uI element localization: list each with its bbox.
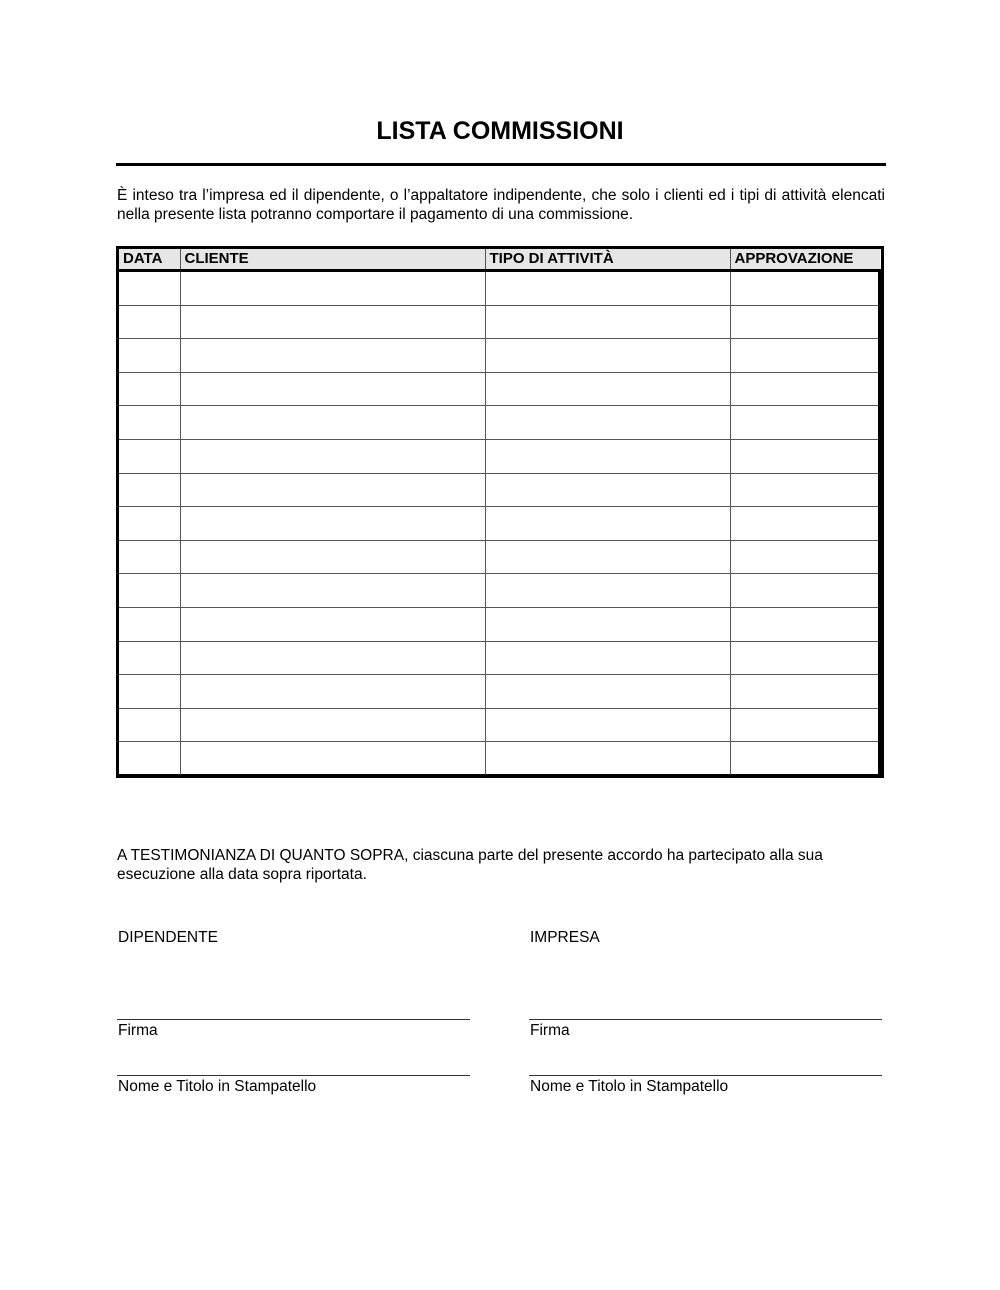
- cell-tipo-attivita[interactable]: [485, 675, 730, 709]
- cell-cliente[interactable]: [180, 507, 485, 541]
- cell-approvazione[interactable]: [730, 574, 880, 608]
- cell-cliente[interactable]: [180, 742, 485, 775]
- cell-data[interactable]: [119, 540, 180, 574]
- impresa-signature-caption: Firma: [530, 1022, 570, 1039]
- cell-data[interactable]: [119, 607, 180, 641]
- cell-tipo-attivita[interactable]: [485, 540, 730, 574]
- impresa-name-caption: Nome e Titolo in Stampatello: [530, 1078, 729, 1095]
- cell-cliente[interactable]: [180, 574, 485, 608]
- table-row: [119, 473, 880, 507]
- cell-approvazione[interactable]: [730, 406, 880, 440]
- cell-approvazione[interactable]: [730, 607, 880, 641]
- header-tipo-attivita: TIPO DI ATTIVITÀ: [485, 249, 730, 271]
- table-row: [119, 708, 880, 742]
- cell-tipo-attivita[interactable]: [485, 607, 730, 641]
- table-row: [119, 406, 880, 440]
- cell-cliente[interactable]: [180, 439, 485, 473]
- impresa-name-line[interactable]: [529, 1075, 882, 1077]
- header-data: DATA: [119, 249, 180, 271]
- cell-approvazione[interactable]: [730, 271, 880, 306]
- cell-tipo-attivita[interactable]: [485, 507, 730, 541]
- cell-cliente[interactable]: [180, 708, 485, 742]
- table-body: [119, 271, 880, 775]
- cell-data[interactable]: [119, 439, 180, 473]
- header-approvazione: APPROVAZIONE: [730, 249, 880, 271]
- table-row: [119, 372, 880, 406]
- dipendente-name-caption: Nome e Titolo in Stampatello: [118, 1078, 317, 1095]
- cell-approvazione[interactable]: [730, 305, 880, 339]
- cell-data[interactable]: [119, 473, 180, 507]
- cell-approvazione[interactable]: [730, 339, 880, 373]
- cell-tipo-attivita[interactable]: [485, 742, 730, 775]
- cell-tipo-attivita[interactable]: [485, 574, 730, 608]
- dipendente-signature-caption: Firma: [118, 1022, 158, 1039]
- cell-tipo-attivita[interactable]: [485, 271, 730, 306]
- party-label-impresa: IMPRESA: [530, 929, 600, 946]
- cell-tipo-attivita[interactable]: [485, 372, 730, 406]
- title-divider: [116, 163, 886, 166]
- cell-approvazione[interactable]: [730, 675, 880, 709]
- table-row: [119, 540, 880, 574]
- intro-paragraph: È inteso tra l’impresa ed il dipendente, o l’appaltatore indipendente, che solo i clienti ed i tipi di attività elencati nella presente lista potranno comportare il pagamento di una commissione.: [117, 187, 885, 223]
- document-title: LISTA COMMISSIONI: [376, 117, 624, 145]
- cell-cliente[interactable]: [180, 675, 485, 709]
- cell-cliente[interactable]: [180, 339, 485, 373]
- cell-approvazione[interactable]: [730, 507, 880, 541]
- cell-tipo-attivita[interactable]: [485, 439, 730, 473]
- table-row: [119, 574, 880, 608]
- cell-approvazione[interactable]: [730, 473, 880, 507]
- cell-approvazione[interactable]: [730, 708, 880, 742]
- cell-tipo-attivita[interactable]: [485, 708, 730, 742]
- cell-cliente[interactable]: [180, 271, 485, 306]
- table-row: [119, 641, 880, 675]
- table-row: [119, 305, 880, 339]
- cell-data[interactable]: [119, 372, 180, 406]
- impresa-signature-line[interactable]: [529, 1019, 882, 1021]
- cell-tipo-attivita[interactable]: [485, 473, 730, 507]
- cell-cliente[interactable]: [180, 473, 485, 507]
- cell-data[interactable]: [119, 742, 180, 775]
- cell-approvazione[interactable]: [730, 540, 880, 574]
- table-header-row: [119, 249, 880, 271]
- testimony-paragraph: A TESTIMONIANZA DI QUANTO SOPRA, ciascuna parte del presente accordo ha partecipato alla sua esecuzione alla data sopra riportata.: [117, 847, 823, 883]
- cell-data[interactable]: [119, 507, 180, 541]
- cell-tipo-attivita[interactable]: [485, 406, 730, 440]
- cell-approvazione[interactable]: [730, 641, 880, 675]
- commissions-table-frame: [116, 246, 884, 778]
- cell-data[interactable]: [119, 708, 180, 742]
- cell-data[interactable]: [119, 574, 180, 608]
- cell-data[interactable]: [119, 641, 180, 675]
- cell-cliente[interactable]: [180, 406, 485, 440]
- commissions-table: [119, 249, 881, 775]
- cell-tipo-attivita[interactable]: [485, 339, 730, 373]
- cell-cliente[interactable]: [180, 305, 485, 339]
- cell-data[interactable]: [119, 271, 180, 306]
- table-row: [119, 742, 880, 775]
- table-row: [119, 439, 880, 473]
- dipendente-name-line[interactable]: [117, 1075, 470, 1077]
- party-label-dipendente: DIPENDENTE: [118, 929, 218, 946]
- cell-data[interactable]: [119, 675, 180, 709]
- table-row: [119, 607, 880, 641]
- cell-data[interactable]: [119, 339, 180, 373]
- table-row: [119, 339, 880, 373]
- cell-data[interactable]: [119, 406, 180, 440]
- cell-tipo-attivita[interactable]: [485, 641, 730, 675]
- cell-approvazione[interactable]: [730, 742, 880, 775]
- cell-approvazione[interactable]: [730, 439, 880, 473]
- cell-cliente[interactable]: [180, 607, 485, 641]
- table-row: [119, 271, 880, 306]
- cell-cliente[interactable]: [180, 641, 485, 675]
- cell-data[interactable]: [119, 305, 180, 339]
- cell-cliente[interactable]: [180, 372, 485, 406]
- cell-approvazione[interactable]: [730, 372, 880, 406]
- table-row: [119, 507, 880, 541]
- cell-cliente[interactable]: [180, 540, 485, 574]
- table-row: [119, 675, 880, 709]
- dipendente-signature-line[interactable]: [117, 1019, 470, 1021]
- header-cliente: CLIENTE: [180, 249, 485, 271]
- cell-tipo-attivita[interactable]: [485, 305, 730, 339]
